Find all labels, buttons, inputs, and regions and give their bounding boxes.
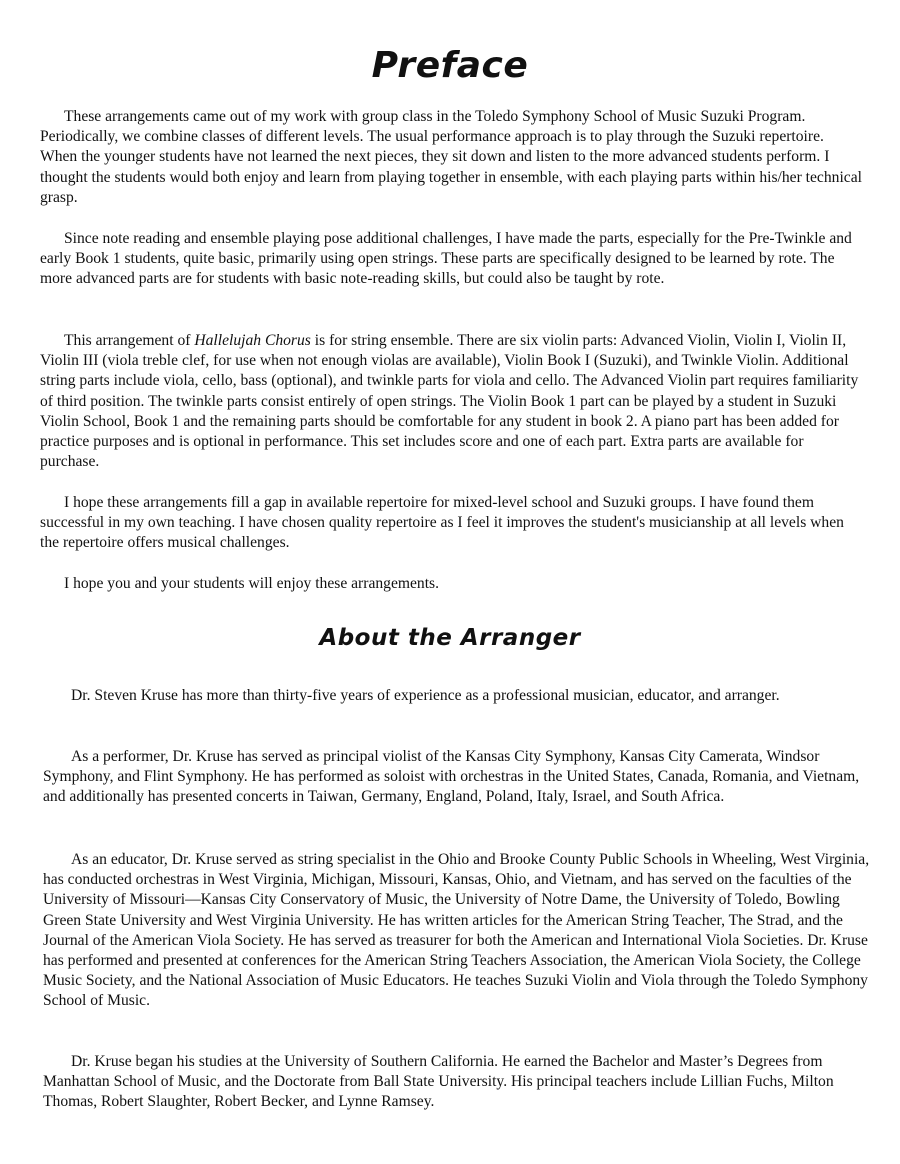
preface-paragraph-4: I hope these arrangements fill a gap in available repertoire for mixed-level school and Suzuki groups. I have found them successful in my own teaching. I have chosen quality repertoire as I feel it improves the student's musicianship at all levels when the repertoire offers musical challenges. xyxy=(40,494,844,552)
preface-paragraph-3 xyxy=(40,331,862,472)
preface-title: Preface xyxy=(371,45,529,86)
piece-title: Hallelujah Chorus xyxy=(194,332,311,349)
preface-paragraph-2: Since note reading and ensemble playing pose additional challenges, I have made the parts, especially for the Pre-Twinkle and early Book 1 students, quite basic, primarily using open strings. These parts are specifically designed to be learned by rote. The more advanced parts are for students with basic note-reading skills, but could also be taught by rote. xyxy=(40,230,852,288)
preface-paragraph-3-lead: This arrangement of xyxy=(64,332,195,349)
preface-paragraph-1: These arrangements came out of my work with group class in the Toledo Symphony School of Music Suzuki Program. Periodically, we combine classes of different levels. The usual performance approach is to play through the Suzuki repertoire. When the younger students have not learned the next pieces, they sit down and listen to the more advanced students perform. I thought the students would both enjoy and learn from playing together in ensemble, with each playing parts within his/her technical grasp. xyxy=(40,108,862,206)
about-arranger-title: About the Arranger xyxy=(319,625,581,651)
preface-paragraph-5: I hope you and your students will enjoy these arrangements. xyxy=(64,575,440,592)
about-paragraph-1: Dr. Steven Kruse has more than thirty-five years of experience as a professional musician, educator, and arranger. xyxy=(71,687,780,704)
about-paragraph-4: Dr. Kruse began his studies at the University of Southern California. He earned the Bachelor and Master’s Degrees from Manhattan School of Music, and the Doctorate from Ball State University. His principal teachers include Lillian Fuchs, Milton Thomas, Robert Slaughter, Robert Becker, and Lynne Ramsey. xyxy=(43,1053,834,1111)
about-paragraph-3: As an educator, Dr. Kruse served as string specialist in the Ohio and Brooke County Public Schools in Wheeling, West Virginia, has conducted orchestras in West Virginia, Michigan, Missouri, Kansas, Ohio, and Vietnam, and has served on the faculties of the University of Missouri—Kansas City Conservatory of Music, the University of Notre Dame, the University of Toledo, Bowling Green State University and West Virginia University. He has written articles for the American String Teacher, The Strad, and the Journal of the American Viola Society. He has served as treasurer for both the American and International Viola Societies. Dr. Kruse has performed and presented at conferences for the American String Teachers Association, the American Viola Society, the College Music Society, and the National Association of Music Educators. He teaches Suzuki Violin and Viola through the Toledo Symphony School of Music. xyxy=(43,851,870,1010)
preface-paragraph-3-body: is for string ensemble. There are six violin parts: Advanced Violin, Violin I, Violin II, Violin III (viola treble clef, for use when not enough violas are available), Violin Book I (Suzuki), and Twinkle Violin. Additional string parts include viola, cello, bass (optional), and twinkle parts for viola and cello. The Advanced Violin part requires familiarity of third position. The twinkle parts consist entirely of open strings. The Violin Book 1 part can be played by a student in Suzuki Violin School, Book 1 and the remaining parts should be comfortable for any student in book 2. A piano part has been added for practice purposes and is optional in performance. This set includes score and one of each part. Extra parts are available for purchase. xyxy=(40,332,859,471)
about-paragraph-2: As a performer, Dr. Kruse has served as principal violist of the Kansas City Symphony, Kansas City Camerata, Windsor Symphony, and Flint Symphony. He has performed as soloist with orchestras in the United States, Canada, Romania, and Vietnam, and additionally has presented concerts in Taiwan, Germany, England, Poland, Italy, Israel, and South Africa. xyxy=(43,748,860,806)
